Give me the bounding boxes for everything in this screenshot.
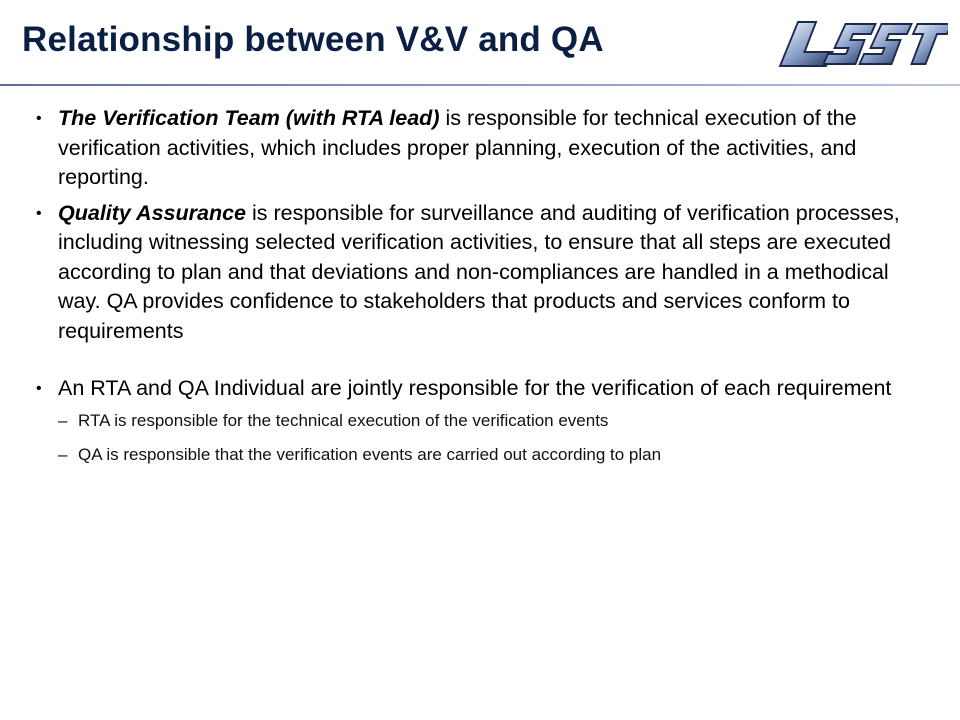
bullet-text: is responsible for surveillance and auditing of verification processes, including witnessing selected verification activities, to ensure that all steps are executed according to plan and that deviations and non-compliances are handled in a methodical way. QA provides confidence to stakeholders that products and services conform to requirements xyxy=(58,200,900,343)
bullet-lead: The Verification Team (with RTA lead) xyxy=(58,106,440,130)
bullet-quality-assurance xyxy=(36,199,936,347)
sub-bullet-list xyxy=(36,410,936,466)
dash-icon: – xyxy=(58,410,68,430)
title-divider xyxy=(0,84,960,86)
bullet-text: An RTA and QA Individual are jointly responsible for the verification of each requirement xyxy=(58,376,892,400)
slide-title: Relationship between V&V and QA xyxy=(22,20,604,59)
slide-body xyxy=(36,104,936,466)
lsst-logo xyxy=(778,14,948,74)
bullet-verification-team xyxy=(36,104,936,193)
bullet-lead: Quality Assurance xyxy=(58,200,246,225)
bullet-joint-responsibility xyxy=(36,374,936,404)
bullet-text: is responsible for technical execution of the verification activities, which includes proper planning, execution of the activities, and reporting. xyxy=(58,106,857,189)
bullet-icon: • xyxy=(36,204,42,222)
sub-bullet-rta xyxy=(36,410,936,432)
bullet-icon: • xyxy=(36,110,42,127)
sub-bullet-text: QA is responsible that the verification events are carried out according to plan xyxy=(78,444,662,464)
bullet-icon: • xyxy=(36,380,42,397)
sub-bullet-qa xyxy=(36,444,936,466)
sub-bullet-text: RTA is responsible for the technical execution of the verification events xyxy=(78,410,609,430)
dash-icon: – xyxy=(58,444,68,464)
